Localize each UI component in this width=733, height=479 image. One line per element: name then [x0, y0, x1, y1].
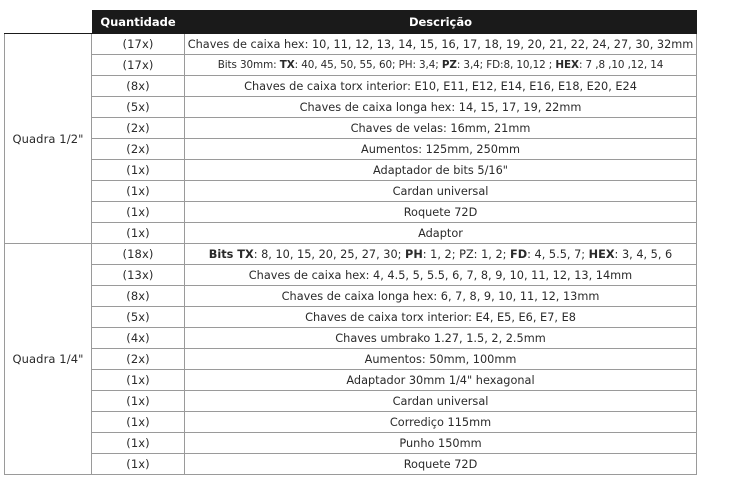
description-text: Corrediço 115mm — [389, 415, 492, 429]
description-cell — [185, 433, 697, 454]
quantity-cell: (1x) — [92, 202, 185, 223]
table-body — [5, 34, 697, 475]
quantity-cell: (17x) — [92, 55, 185, 76]
description-cell — [185, 202, 697, 223]
description-cell — [185, 244, 697, 265]
description-cell — [185, 328, 697, 349]
table-row — [5, 307, 697, 328]
description-text: Punho 150mm — [399, 436, 482, 450]
description-text: Cardan universal — [392, 184, 489, 198]
table-row — [5, 412, 697, 433]
quantity-cell: (2x) — [92, 118, 185, 139]
table-row — [5, 433, 697, 454]
description-bold-text: TX — [279, 59, 295, 71]
description-bold-text: FD — [510, 247, 528, 261]
description-text: Cardan universal — [392, 394, 489, 408]
table-row — [5, 181, 697, 202]
tool-kit-table-container — [4, 10, 696, 475]
description-cell — [185, 454, 697, 475]
table-row — [5, 265, 697, 286]
header-blank-cell — [5, 11, 92, 34]
table-row — [5, 391, 697, 412]
table-row — [5, 160, 697, 181]
description-text: : 3,4; FD:8, 10,12 ; — [456, 59, 556, 71]
table-row — [5, 328, 697, 349]
description-bold-text: PH — [405, 247, 423, 261]
table-row — [5, 370, 697, 391]
description-bold-text: HEX — [555, 59, 579, 71]
description-cell — [185, 34, 697, 55]
quantity-cell: (1x) — [92, 391, 185, 412]
description-cell — [185, 76, 697, 97]
description-text: Chaves umbrako 1.27, 1.5, 2, 2.5mm — [335, 331, 546, 345]
quantity-cell: (2x) — [92, 139, 185, 160]
description-text: : 7 ,8 ,10 ,12, 14 — [578, 59, 664, 71]
table-row — [5, 139, 697, 160]
description-cell — [185, 181, 697, 202]
quantity-cell: (13x) — [92, 265, 185, 286]
quantity-cell: (1x) — [92, 160, 185, 181]
description-text: Chaves de caixa longa hex: 14, 15, 17, 19, 22mm — [299, 100, 582, 114]
description-cell — [185, 223, 697, 244]
table-row — [5, 349, 697, 370]
quantity-cell: (4x) — [92, 328, 185, 349]
table-row — [5, 97, 697, 118]
description-text: Chaves de caixa hex: 10, 11, 12, 13, 14, 15, 16, 17, 18, 19, 20, 21, 22, 24, 27, 30, 32mm — [187, 37, 694, 51]
description-cell — [185, 139, 697, 160]
description-bold-text: Bits TX — [208, 247, 254, 261]
description-text: Roquete 72D — [403, 205, 478, 219]
description-bold-text: PZ — [441, 59, 457, 71]
description-cell — [185, 118, 697, 139]
description-text: Aumentos: 125mm, 250mm — [361, 142, 520, 156]
description-text: Chaves de velas: 16mm, 21mm — [350, 121, 531, 135]
quantity-cell: (17x) — [92, 34, 185, 55]
description-text: Roquete 72D — [403, 457, 478, 471]
description-text: Aumentos: 50mm, 100mm — [364, 352, 517, 366]
group-label: Quadra 1/2" — [5, 34, 92, 244]
description-cell — [185, 286, 697, 307]
table-row — [5, 55, 697, 76]
description-text: Chaves de caixa torx interior: E4, E5, E6, E7, E8 — [305, 310, 576, 324]
table-row — [5, 34, 697, 55]
description-text: : 3, 4, 5, 6 — [614, 247, 673, 261]
quantity-cell: (18x) — [92, 244, 185, 265]
description-text: : 4, 5.5, 7; — [527, 247, 589, 261]
description-cell — [185, 391, 697, 412]
description-text: Adaptador de bits 5/16" — [373, 163, 508, 177]
description-text: Chaves de caixa torx interior: E10, E11, E12, E14, E16, E18, E20, E24 — [244, 79, 637, 93]
table-row — [5, 286, 697, 307]
quantity-cell: (2x) — [92, 349, 185, 370]
quantity-cell: (1x) — [92, 223, 185, 244]
header-description: Descrição — [185, 11, 697, 34]
quantity-cell: (1x) — [92, 370, 185, 391]
tool-kit-table — [4, 10, 697, 475]
table-row — [5, 244, 697, 265]
table-row — [5, 202, 697, 223]
description-cell — [185, 160, 697, 181]
description-text: Bits 30mm: — [217, 59, 280, 71]
description-text: Adaptor — [418, 226, 463, 240]
quantity-cell: (1x) — [92, 412, 185, 433]
description-text: Chaves de caixa longa hex: 6, 7, 8, 9, 10, 11, 12, 13mm — [281, 289, 600, 303]
description-cell — [185, 307, 697, 328]
quantity-cell: (5x) — [92, 97, 185, 118]
table-header-row — [5, 11, 697, 34]
description-text: : 8, 10, 15, 20, 25, 27, 30; — [253, 247, 406, 261]
description-cell — [185, 265, 697, 286]
description-cell — [185, 349, 697, 370]
header-quantity: Quantidade — [92, 11, 185, 34]
quantity-cell: (1x) — [92, 181, 185, 202]
table-row — [5, 118, 697, 139]
quantity-cell: (8x) — [92, 76, 185, 97]
quantity-cell: (1x) — [92, 433, 185, 454]
description-cell — [185, 412, 697, 433]
table-row — [5, 223, 697, 244]
table-row — [5, 76, 697, 97]
table-row — [5, 454, 697, 475]
quantity-cell: (1x) — [92, 454, 185, 475]
description-text: Chaves de caixa hex: 4, 4.5, 5, 5.5, 6, 7, 8, 9, 10, 11, 12, 13, 14mm — [248, 268, 633, 282]
description-text: Adaptador 30mm 1/4" hexagonal — [346, 373, 535, 387]
quantity-cell: (8x) — [92, 286, 185, 307]
description-cell — [185, 97, 697, 118]
description-bold-text: HEX — [588, 247, 615, 261]
group-label: Quadra 1/4" — [5, 244, 92, 475]
description-text: : 40, 45, 50, 55, 60; PH: 3,4; — [294, 59, 442, 71]
quantity-cell: (5x) — [92, 307, 185, 328]
description-text: : 1, 2; PZ: 1, 2; — [422, 247, 511, 261]
description-cell — [185, 55, 697, 76]
description-cell — [185, 370, 697, 391]
